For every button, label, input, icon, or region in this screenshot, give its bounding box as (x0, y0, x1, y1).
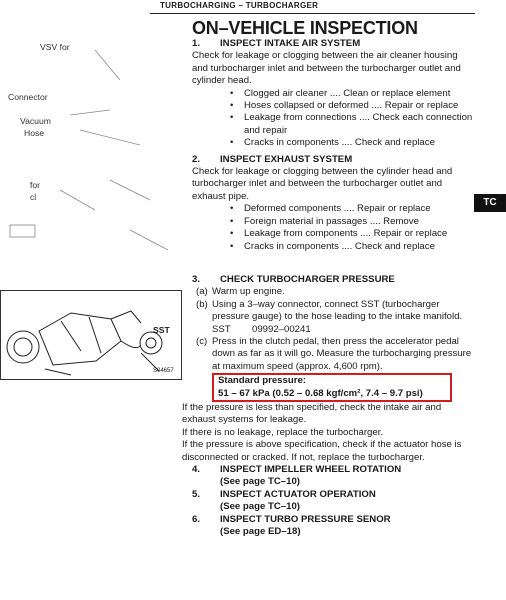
list-item: • Leakage from connections .... Check each connection and repair (192, 112, 474, 137)
left-label-connector: Connector (8, 92, 48, 102)
standard-pressure-label: Standard pressure: (218, 375, 306, 387)
sst-figure-label: SST (153, 325, 170, 335)
section-number: 3. (192, 273, 201, 285)
faint-illustration (0, 20, 190, 290)
section-2-list (192, 203, 474, 253)
section-number: 6. (192, 513, 201, 525)
section-4-heading (192, 464, 474, 476)
left-label-vsv: VSV for (40, 42, 70, 52)
note-low-pressure: If the pressure is less than specified, check the intake air and exhaust systems for leakage. (182, 401, 442, 426)
note-high-pressure: If the pressure is above specification, check if the actuator hose is disconnected or cracked. If not, replace the turbocharger. (182, 439, 462, 463)
list-item: • Hoses collapsed or deformed .... Repair or replace (192, 100, 474, 112)
engine-sketch (1, 291, 181, 379)
step-a (192, 286, 474, 298)
left-label-vacuum: Vacuum (20, 116, 51, 126)
list-item: • Cracks in components .... Check and replace (192, 241, 474, 253)
header-rule (150, 13, 475, 14)
left-label-for: for (30, 180, 41, 190)
sst-code: 09992–00241 (252, 323, 311, 335)
step-text: Press in the clutch pedal, then press the accelerator pedal down as far as it will go. Measure the turbocharging pressure at maximum speed (approx. 4,600 rpm). (212, 335, 472, 372)
standard-pressure-value: 51 – 67 kPa (0.52 – 0.68 kgf/cm², 7.4 – 9.7 psi) (218, 387, 423, 399)
section-number: 5. (192, 488, 201, 500)
sst-key: SST (212, 323, 231, 335)
step-label: (b) (196, 298, 208, 310)
sst-part-number (192, 324, 474, 336)
standard-pressure-box (212, 373, 452, 402)
step-label: (c) (196, 335, 208, 347)
section-number: 4. (192, 464, 201, 475)
figure-code: S04657 (153, 368, 174, 374)
section-2-text: Check for leakage or clogging between the cylinder head and turbocharger inlet and between the turbocharger outlet and exhaust pipe. (192, 166, 453, 202)
list-item: • Foreign material in passages .... Remove (192, 216, 474, 228)
step-b (192, 299, 474, 324)
section-title: INSPECT IMPELLER WHEEL ROTATION (220, 464, 402, 475)
see-page-reference: (See page TC–10) (220, 476, 300, 488)
section-title: INSPECT INTAKE AIR SYSTEM (220, 38, 361, 49)
section-5-heading (192, 489, 474, 501)
list-item: • Cracks in components .... Check and replace (192, 137, 474, 149)
section-title: INSPECT EXHAUST SYSTEM (220, 153, 353, 165)
section-1-heading (192, 38, 474, 50)
list-item: • Deformed components .... Repair or replace (192, 203, 474, 215)
see-page-reference: (See page TC–10) (220, 501, 300, 513)
section-1-text: Check for leakage or clogging between the air cleaner housing and turbocharger inlet and between the turbocharger outlet and cylinder head. (192, 50, 461, 87)
section-title: INSPECT ACTUATOR OPERATION (220, 488, 376, 500)
note-no-leakage: If there is no leakage, replace the turbocharger. (182, 426, 384, 438)
left-label-cl: cl (30, 192, 37, 202)
section-number: 2. (192, 153, 201, 165)
list-item: • Clogged air cleaner .... Clean or replace element (192, 88, 474, 100)
see-page-reference: (See page ED–18) (220, 526, 301, 538)
turbo-pressure-figure (0, 290, 182, 380)
section-3-heading (192, 274, 474, 286)
running-header: TURBOCHARGING – TURBOCHARGER (160, 1, 319, 10)
section-title: INSPECT TURBO PRESSURE SENOR (220, 513, 391, 525)
left-label-hose: Hose (24, 128, 45, 138)
section-number: 1. (192, 38, 201, 49)
section-2-heading (192, 154, 474, 166)
section-6-heading (192, 514, 474, 526)
instruction-column (182, 38, 474, 538)
step-label: (a) (196, 286, 208, 298)
step-text: Warm up engine. (212, 286, 285, 298)
section-1-list (192, 88, 474, 150)
section-tab: TC (474, 194, 506, 212)
step-text: Using a 3–way connector, connect SST (turbocharger pressure gauge) to the hose leading to the intake manifold. (212, 298, 463, 323)
page-title: ON–VEHICLE INSPECTION (192, 18, 418, 38)
list-item: • Leakage from components .... Repair or replace (192, 228, 474, 240)
step-c (192, 336, 474, 373)
section-title: CHECK TURBOCHARGER PRESSURE (220, 273, 395, 285)
